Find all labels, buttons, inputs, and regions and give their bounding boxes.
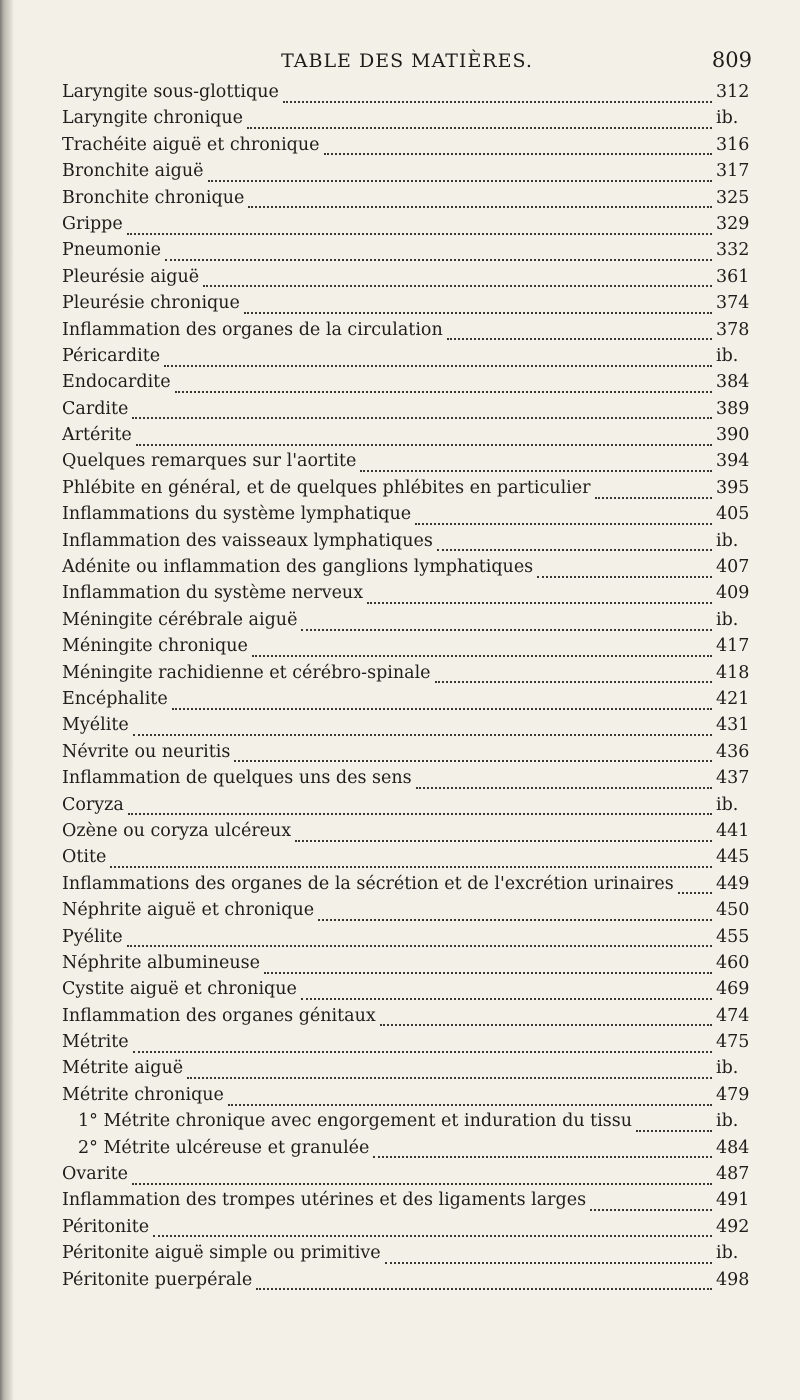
toc-entry (62, 214, 752, 240)
toc-entry (62, 293, 752, 319)
toc-entry-title: Trachéite aiguë et chronique (62, 134, 320, 155)
toc-entry (62, 82, 752, 108)
toc-entry-title: Grippe (62, 213, 123, 234)
toc-entry-title: Endocardite (62, 372, 171, 393)
toc-entry (62, 557, 752, 583)
dot-leader (590, 1208, 712, 1211)
toc-entry-title: Cardite (62, 398, 129, 419)
toc-entry-page: ib. (716, 108, 739, 129)
dot-leader (133, 733, 712, 736)
dot-leader (256, 1287, 712, 1290)
toc-entry-page: 445 (716, 847, 750, 868)
toc-entry-page: 332 (716, 240, 750, 261)
dot-leader (373, 1155, 712, 1158)
toc-entry (62, 663, 752, 689)
toc-entry-title: Inflammation de quelques uns des sens (62, 768, 412, 789)
toc-entry-page: 479 (716, 1084, 750, 1105)
toc-entry (62, 900, 752, 926)
toc-entry-page: 484 (716, 1137, 750, 1158)
dot-leader (187, 1076, 712, 1079)
toc-entry (62, 425, 752, 451)
toc-entry-title: Artérite (62, 425, 132, 446)
dot-leader (264, 971, 712, 974)
toc-entry-page: 407 (716, 557, 750, 578)
toc-entry (62, 108, 752, 134)
toc-entry (62, 847, 752, 873)
page-header (62, 44, 752, 84)
toc-entry (62, 610, 752, 636)
toc-entry-title: Inflammation des vaisseaux lymphatiques (62, 530, 433, 551)
toc-entry (62, 135, 752, 161)
toc-entry (62, 979, 752, 1005)
dot-leader (234, 759, 712, 762)
toc-entry-title: Pleurésie chronique (62, 293, 240, 314)
toc-entry-page: 395 (716, 477, 750, 498)
dot-leader (165, 258, 712, 261)
toc-entry-title: Méningite cérébrale aiguë (62, 609, 298, 630)
dot-leader (416, 786, 712, 789)
dot-leader (367, 601, 712, 604)
toc-entry (62, 953, 752, 979)
toc-entry (62, 583, 752, 609)
toc-entry-title: Laryngite chronique (62, 108, 243, 129)
toc-entry (62, 1164, 752, 1190)
toc-entry-title: Otite (62, 847, 107, 868)
dot-leader (244, 311, 712, 314)
toc-entry-title: Cystite aiguë et chronique (62, 979, 297, 1000)
toc-entry-page: ib. (716, 609, 739, 630)
toc-entry-title: Quelques remarques sur l'aortite (62, 451, 357, 472)
toc-entry-title: Pyélite (62, 926, 123, 947)
toc-entry-title: Méningite chronique (62, 636, 248, 657)
dot-leader (295, 839, 712, 842)
toc-entry-title: Inflammation des organes de la circulation (62, 319, 443, 340)
toc-entry-title: Pleurésie aiguë (62, 266, 200, 287)
toc-entry-page: 492 (716, 1216, 750, 1237)
toc-entry (62, 267, 752, 293)
toc-entry-title: Bronchite aiguë (62, 161, 204, 182)
toc-entry-title: Ovarite (62, 1164, 129, 1185)
toc-entry-page: 491 (716, 1190, 750, 1211)
dot-leader (360, 469, 712, 472)
toc-entry-page: 390 (716, 425, 750, 446)
toc-entry-title: Méningite rachidienne et cérébro-spinale (62, 662, 431, 683)
dot-leader (153, 1234, 712, 1237)
toc-entry-page: 431 (716, 715, 750, 736)
toc-entry (62, 372, 752, 398)
running-title: TABLE DES MATIÈRES. (281, 50, 533, 72)
toc-entry-page: 374 (716, 293, 750, 314)
table-of-contents (62, 82, 752, 1296)
dot-leader (301, 628, 712, 631)
toc-entry-page: ib. (716, 345, 739, 366)
toc-entry-page: 437 (716, 768, 750, 789)
toc-entry-page: 487 (716, 1164, 750, 1185)
toc-entry-page: 417 (716, 636, 750, 657)
toc-entry-page: 469 (716, 979, 750, 1000)
toc-entry-title: Phlébite en général, et de quelques phlébites en particulier (62, 477, 591, 498)
toc-entry-page: 384 (716, 372, 750, 393)
dot-leader (324, 152, 713, 155)
toc-entry-title: Ozène ou coryza ulcéreux (62, 820, 292, 841)
dot-leader (175, 390, 712, 393)
toc-entry-page: ib. (716, 1058, 739, 1079)
dot-leader (537, 575, 712, 578)
toc-entry-page: 312 (716, 82, 750, 102)
toc-entry (62, 874, 752, 900)
toc-entry-page: 317 (716, 161, 750, 182)
toc-entry-page: 378 (716, 319, 750, 340)
toc-entry-title: Péritonite (62, 1216, 150, 1237)
toc-entry-page: 389 (716, 398, 750, 419)
toc-entry-page: 441 (716, 820, 750, 841)
toc-entry-page: 329 (716, 213, 750, 234)
dot-leader (301, 997, 712, 1000)
toc-entry (62, 1006, 752, 1032)
toc-entry (62, 478, 752, 504)
toc-entry (62, 1111, 752, 1137)
toc-entry-page: 460 (716, 952, 750, 973)
toc-entry-title: Inflammations du système lymphatique (62, 504, 412, 525)
dot-leader (380, 1023, 712, 1026)
toc-entry-title: Métrite aiguë (62, 1058, 184, 1079)
dot-leader (435, 680, 712, 683)
toc-entry (62, 1270, 752, 1296)
toc-entry-title: Métrite (62, 1032, 129, 1053)
dot-leader (208, 179, 712, 182)
toc-entry-page: 361 (716, 266, 750, 287)
toc-entry-page: 475 (716, 1032, 750, 1053)
toc-entry (62, 1058, 752, 1084)
toc-entry-title: Néphrite albumineuse (62, 952, 260, 973)
dot-leader (437, 548, 712, 551)
dot-leader (127, 944, 712, 947)
toc-entry-page: 455 (716, 926, 750, 947)
dot-leader (252, 654, 712, 657)
toc-entry-title: Myélite (62, 715, 129, 736)
toc-entry (62, 795, 752, 821)
dot-leader (203, 284, 712, 287)
dot-leader (133, 1050, 712, 1053)
toc-entry (62, 1217, 752, 1243)
dot-leader (318, 918, 712, 921)
toc-entry (62, 1032, 752, 1058)
toc-entry-title: Laryngite sous-glottique (62, 82, 279, 102)
toc-entry (62, 689, 752, 715)
toc-entry-title: Inflammation du système nerveux (62, 583, 364, 604)
dot-leader (136, 443, 712, 446)
toc-entry (62, 346, 752, 372)
toc-entry-title: Encéphalite (62, 688, 168, 709)
toc-entry (62, 742, 752, 768)
toc-entry (62, 821, 752, 847)
toc-entry-title: Adénite ou inflammation des ganglions lymphatiques (62, 557, 534, 578)
toc-entry-title: Néphrite aiguë et chronique (62, 900, 315, 921)
page-binding-edge (0, 0, 14, 1400)
toc-entry-page: 436 (716, 741, 750, 762)
toc-entry-page: ib. (716, 1243, 739, 1264)
toc-entry (62, 504, 752, 530)
toc-entry-title: Névrite ou neuritis (62, 741, 231, 762)
toc-entry-page: 498 (716, 1269, 750, 1290)
toc-entry (62, 1085, 752, 1111)
toc-entry (62, 451, 752, 477)
toc-entry-page: 474 (716, 1005, 750, 1026)
dot-leader (128, 812, 712, 815)
toc-entry (62, 320, 752, 346)
toc-entry-title: Pneumonie (62, 240, 162, 261)
dot-leader (283, 100, 712, 103)
dot-leader (385, 1261, 712, 1264)
toc-entry-page: 405 (716, 504, 750, 525)
dot-leader (447, 337, 712, 340)
toc-entry (62, 161, 752, 187)
toc-entry-title: Bronchite chronique (62, 187, 245, 208)
toc-entry-page: 421 (716, 688, 750, 709)
toc-entry-title: Inflammations des organes de la sécrétion et de l'excrétion urinaires (62, 873, 674, 894)
toc-entry-title: Péritonite puerpérale (62, 1269, 253, 1290)
dot-leader (247, 126, 712, 129)
toc-entry-title: Inflammation des trompes utérines et des ligaments larges (62, 1190, 587, 1211)
toc-entry-page: 418 (716, 662, 750, 683)
page-number: 809 (711, 48, 752, 72)
toc-entry (62, 636, 752, 662)
dot-leader (248, 205, 712, 208)
toc-entry (62, 531, 752, 557)
toc-entry-title: Métrite chronique (62, 1084, 224, 1105)
toc-entry-page: 449 (716, 873, 750, 894)
toc-entry (62, 399, 752, 425)
toc-entry-title: Inflammation des organes génitaux (62, 1005, 376, 1026)
dot-leader (127, 232, 712, 235)
dot-leader (678, 891, 712, 894)
toc-entry (62, 768, 752, 794)
toc-entry-page: ib. (716, 1111, 739, 1132)
toc-entry-title: Péritonite aiguë simple ou primitive (62, 1243, 381, 1264)
toc-entry-page: 450 (716, 900, 750, 921)
toc-entry-page: 325 (716, 187, 750, 208)
dot-leader (595, 496, 713, 499)
dot-leader (132, 416, 712, 419)
dot-leader (172, 707, 712, 710)
toc-entry-page: ib. (716, 794, 739, 815)
toc-entry (62, 1190, 752, 1216)
toc-entry-title: Péricardite (62, 345, 161, 366)
dot-leader (164, 364, 712, 367)
toc-entry (62, 1243, 752, 1269)
toc-entry-page: 316 (716, 134, 750, 155)
toc-entry-title: Coryza (62, 794, 124, 815)
dot-leader (132, 1182, 712, 1185)
dot-leader (415, 522, 712, 525)
toc-entry (62, 927, 752, 953)
toc-entry (62, 715, 752, 741)
toc-entry (62, 188, 752, 214)
dot-leader (110, 865, 712, 868)
toc-entry-title: 1° Métrite chronique avec engorgement et induration du tissu (78, 1111, 633, 1132)
toc-entry-title: 2° Métrite ulcéreuse et granulée (78, 1137, 370, 1158)
toc-entry-page: ib. (716, 530, 739, 551)
toc-entry-page: 394 (716, 451, 750, 472)
dot-leader (228, 1103, 712, 1106)
toc-entry (62, 1138, 752, 1164)
toc-entry (62, 240, 752, 266)
toc-entry-page: 409 (716, 583, 750, 604)
dot-leader (636, 1129, 712, 1132)
